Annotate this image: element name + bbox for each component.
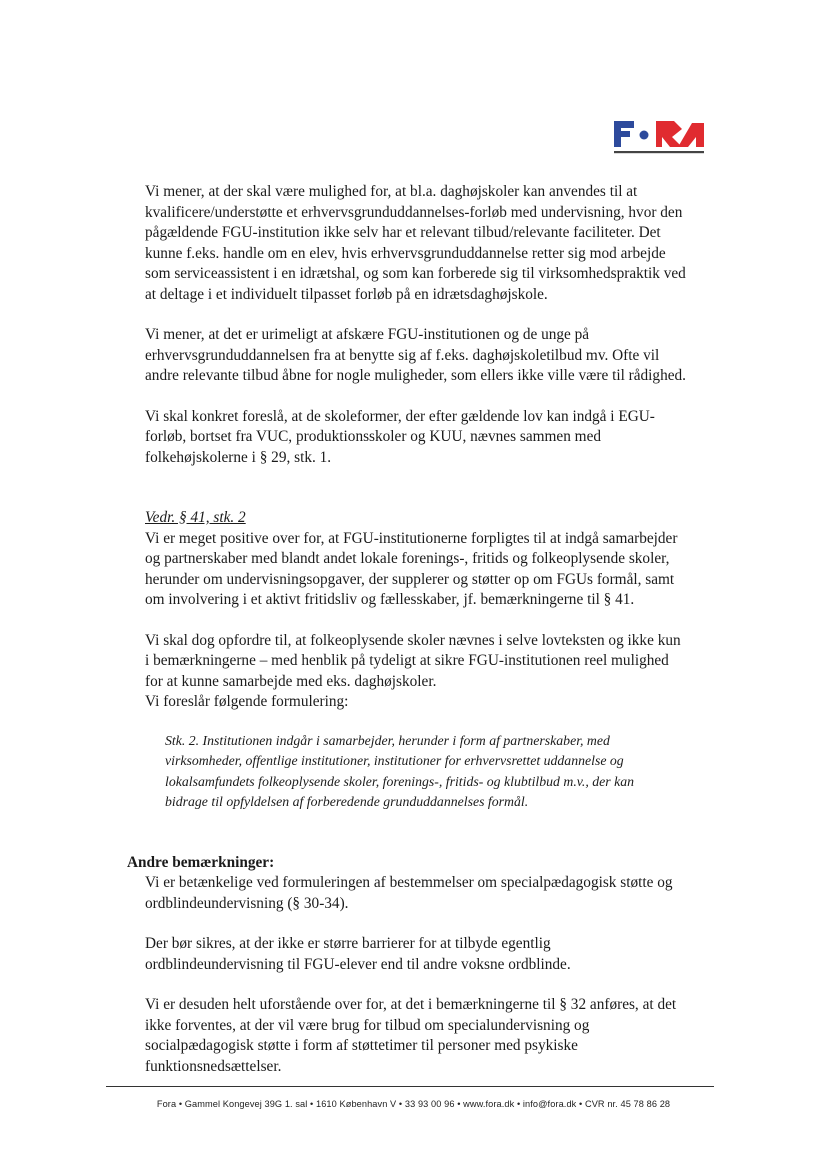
- paragraph-betaenkelige: Vi er betænkelige ved formuleringen af bestemmelser om specialpædagogisk støtte og ordblindeundervisning (§ 30-34).: [145, 874, 673, 912]
- paragraph-daghojskoler: Vi mener, at der skal være mulighed for, at bl.a. daghøjskoler kan anvendes til at kvalificere/understøtte et erhvervsgrunduddannelses-forløb med undervisning, hvor den pågældende FGU-institution ikke selv har et relevant tilbud/relevante faciliteter. Det kunne f.eks. handle om en elev, hvis erhvervsgrunduddannelse retter sig mod arbejde som serviceassistent i en idrætshal, og som kan forberede sig til virksomhedspraktik ved at deltage i et individuelt tilpasset forløb på en idrætsdaghøjskole.: [145, 183, 686, 303]
- proposed-formulation-quote: Stk. 2. Institutionen indgår i samarbejder, herunder i form af partnerskaber, med virksomheder, offentlige institutioner, institutioner for erhvervsrettet uddannelse og lokalsamfundets folkeoplysende skoler, forenings-, fritids- og klubtilbud m.v., der kan bidrage til opfyldelsen af forberedende grunduddannelses formål.: [165, 732, 635, 809]
- paragraph-uforstaaende: Vi er desuden helt uforstående over for, at det i bemærkningerne til § 32 anføres, at det ikke forventes, at der vil være brug for tilbud om specialundervisning og socialpædagogisk støtte i form af støttetimer til personer med psykiske funktionsnedsættelser.: [145, 996, 677, 1075]
- footer-contact: Fora • Gammel Kongevej 39G 1. sal • 1610 København V • 33 93 00 96 • www.fora.dk • info@fora.dk • CVR nr. 45 78 86 28: [156, 1099, 671, 1109]
- fora-logo: [612, 115, 712, 159]
- section-heading-vedr-41: Vedr. § 41, stk. 2: [145, 509, 246, 526]
- section-heading-andre: Andre bemærkninger:: [127, 853, 275, 871]
- paragraph-skoleformer: Vi skal konkret foreslå, at de skoleformer, der efter gældende lov kan indgå i EGU- forløb, bortset fra VUC, produktionsskoler og KUU, nævnes sammen med folkehøjskolerne i § 29, stk. 1.: [145, 407, 655, 466]
- fora-logo-graphic: [612, 115, 712, 159]
- paragraph-opfordre: Vi skal dog opfordre til, at folkeoplysende skoler nævnes i selve lovteksten og ikke kun i bemærkningerne – med henblik på tydeligt at sikre FGU-institutionen reel mulighed for at kunne samarbejde med eks. daghøjskoler.: [145, 631, 681, 690]
- paragraph-barrierer: Der bør sikres, at der ikke er større barrierer for at tilbyde egentlig ordblindeundervisning til FGU-elever end til andre voksne ordblinde.: [145, 935, 571, 973]
- paragraph-foreslaar: Vi foreslår følgende formulering:: [145, 693, 349, 710]
- paragraph-urimeligt: Vi mener, at det er urimeligt at afskære FGU-institutionen og de unge på erhvervsgrunduddannelsen fra at benytte sig af f.eks. daghøjskoletilbud mv. Ofte vil andre relevante tilbud åbne for nogle muligheder, som ellers ikke ville være til rådighed.: [145, 326, 686, 384]
- paragraph-positive: Vi er meget positive over for, at FGU-institutionerne forpligtes til at indgå samarbejder og partnerskaber med blandt andet lokale forenings-, fritids og folkeoplysende skoler, herunder om undervisningsopgaver, der supplerer og støtter op om FGUs formål, samt om involvering i et aktivt fritidsliv og fællesskaber, jf. bemærkningerne til § 41.: [145, 529, 678, 608]
- footer-divider: [106, 1086, 714, 1087]
- letter-body: [127, 182, 725, 1077]
